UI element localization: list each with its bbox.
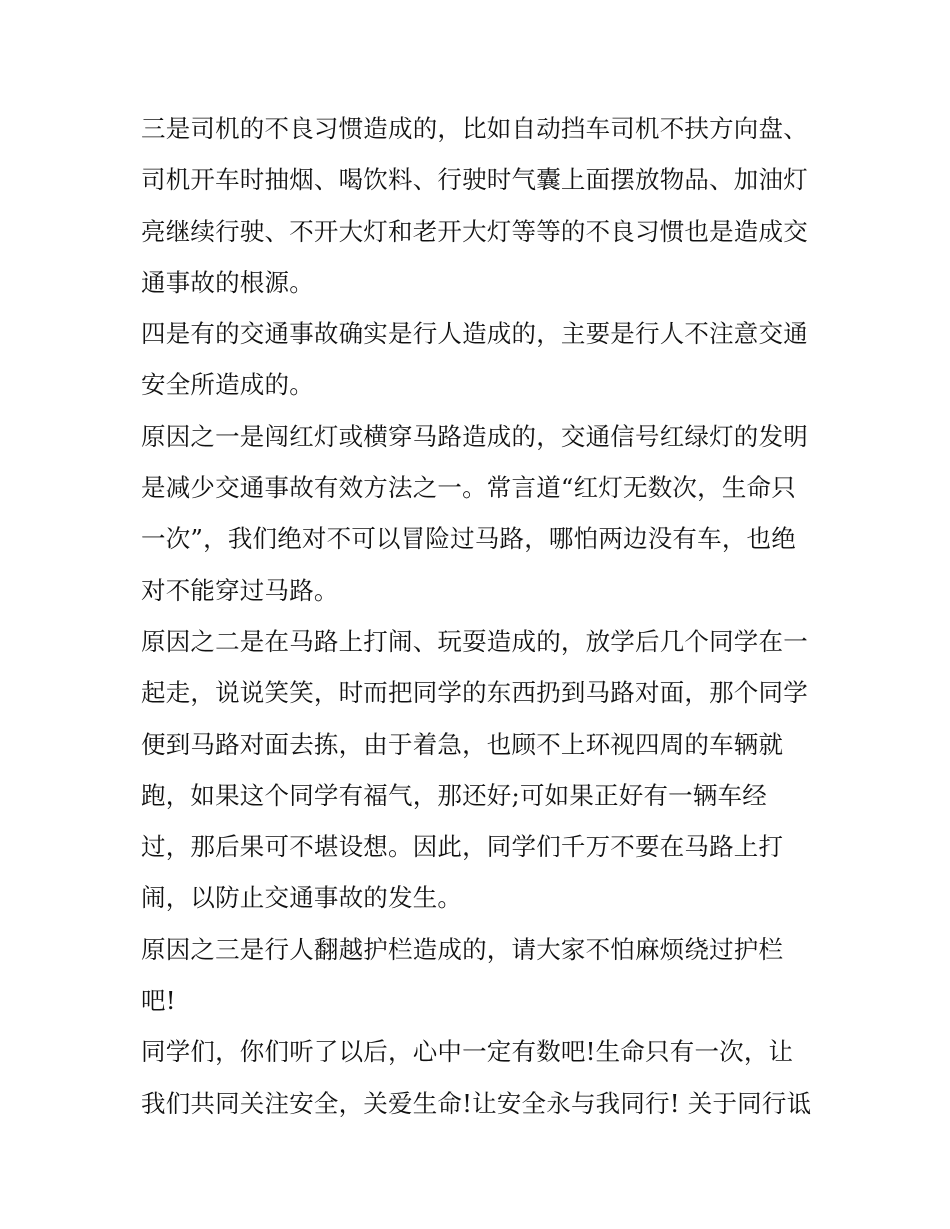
text-line: 起走，说说笑笑，时而把同学的东西扔到马路对面，那个同学 bbox=[141, 678, 808, 708]
text-line: 便到马路对面去拣，由于着急，也顾不上环视四周的车辆就 bbox=[141, 729, 784, 759]
text-line: 司机开车时抽烟、喝饮料、行驶时气囊上面摆放物品、加油灯 bbox=[141, 165, 808, 195]
text-line: 同学们，你们听了以后，心中一定有数吧!生命只有一次，让 bbox=[141, 1037, 794, 1067]
text-line: 跑，如果这个同学有福气，那还好;可如果正好有一辆车经 bbox=[141, 780, 767, 810]
text-line: 四是有的交通事故确实是行人造成的，主要是行人不注意交通 bbox=[141, 319, 808, 349]
text-line: 原因之一是闯红灯或横穿马路造成的，交通信号红绿灯的发明 bbox=[141, 421, 808, 451]
text-line: 闹，以防止交通事故的发生。 bbox=[141, 883, 463, 913]
text-line: 通事故的根源。 bbox=[141, 267, 314, 297]
text-line: 原因之二是在马路上打闹、玩耍造成的，放学后几个同学在一 bbox=[141, 626, 808, 656]
text-line: 对不能穿过马路。 bbox=[141, 575, 339, 605]
text-line: 我们共同关注安全，关爱生命!让安全永与我同行! 关于同行诋 bbox=[141, 1088, 812, 1118]
text-line: 过，那后果可不堪设想。因此，同学们千万不要在马路上打 bbox=[141, 832, 784, 862]
text-line: 原因之三是行人翻越护栏造成的，请大家不怕麻烦绕过护栏 bbox=[141, 934, 784, 964]
document-body bbox=[141, 103, 821, 1129]
text-line: 亮继续行驶、不开大灯和老开大灯等等的不良习惯也是造成交 bbox=[141, 216, 808, 246]
text-line: 是减少交通事故有效方法之一。常言道“红灯无数次，生命只 bbox=[141, 473, 796, 503]
text-line: 一次”，我们绝对不可以冒险过马路，哪怕两边没有车，也绝 bbox=[141, 524, 796, 554]
text-line: 吧! bbox=[141, 986, 176, 1016]
text-line: 安全所造成的。 bbox=[141, 370, 314, 400]
text-line: 三是司机的不良习惯造成的，比如自动挡车司机不扶方向盘、 bbox=[141, 114, 808, 143]
